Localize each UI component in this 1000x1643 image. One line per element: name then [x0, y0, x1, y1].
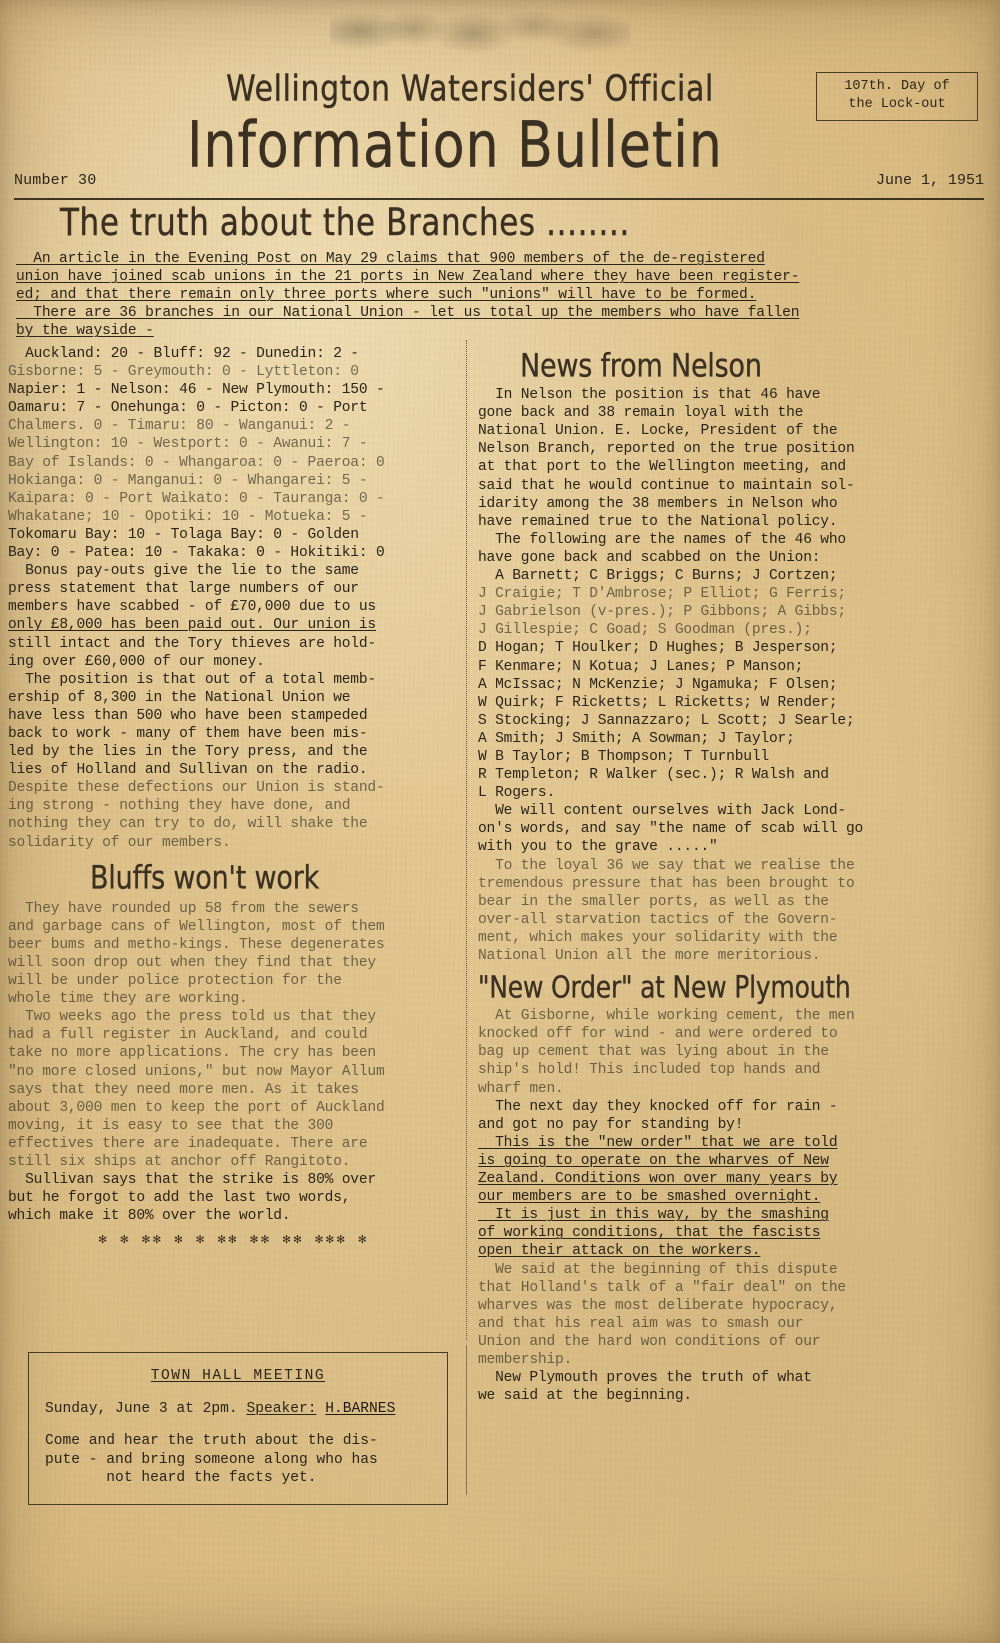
- lead-line: There are 36 branches in our National Union - let us total up the members who have fallen: [16, 305, 800, 322]
- body-line: will be under police protection for the: [8, 973, 342, 990]
- new-plymouth-paragraph-2: [478, 1098, 968, 1134]
- nelson-section-heading: News from Nelson: [520, 347, 762, 385]
- town-hall-speaker-name: H.BARNES: [325, 1400, 396, 1417]
- body-line: At Gisborne, while working cement, the men: [478, 1008, 855, 1025]
- body-line: ing strong - nothing they have done, and: [8, 798, 351, 815]
- body-line: have remained true to the National policy.: [478, 513, 838, 530]
- body-line: not heard the facts yet.: [45, 1470, 317, 1487]
- town-hall-blurb: [45, 1432, 431, 1488]
- body-line: over-all starvation tactics of the Govern-: [478, 911, 838, 928]
- body-line: wharf men.: [478, 1080, 564, 1097]
- body-line: is going to operate on the wharves of New: [478, 1152, 829, 1169]
- body-line: pute - and bring someone along who has: [45, 1451, 378, 1468]
- body-line: which make it 80% over the world.: [8, 1208, 291, 1225]
- body-line: Union and the hard won conditions of our: [478, 1333, 821, 1350]
- body-line: and that his real aim was to smash our: [478, 1315, 804, 1332]
- masthead-title-line1: Wellington Watersiders' Official: [226, 68, 714, 111]
- name-line: S Stocking; J Sannazzaro; L Scott; J Searle;: [478, 712, 855, 729]
- name-line: R Templeton; R Walker (sec.); R Walsh and: [478, 767, 829, 784]
- body-line: "no more closed unions," but now Mayor Allum: [8, 1063, 385, 1080]
- name-line: L Rogers.: [478, 785, 556, 802]
- body-line: that Holland's talk of a "fair deal" on the: [478, 1279, 846, 1296]
- body-line: had a full register in Auckland, and could: [8, 1027, 368, 1044]
- town-hall-title-text: TOWN HALL MEETING: [150, 1368, 326, 1384]
- nelson-paragraph-1: [478, 386, 968, 531]
- body-line: only £8,000 has been paid out. Our union is: [8, 617, 376, 634]
- body-line: lies of Holland and Sullivan on the radio.: [8, 762, 368, 779]
- star-divider: ✻ ✻ ✻✻ ✻ ✻ ✻✻ ✻✻ ✻✻ ✻✻✻ ✻: [98, 1232, 370, 1248]
- town-hall-title: [45, 1367, 431, 1386]
- body-line: idarity among the 38 members in Nelson who: [478, 495, 838, 512]
- body-line: and got no pay for standing by!: [478, 1116, 744, 1133]
- body-line: Zealand. Conditions won over many years by: [478, 1171, 838, 1188]
- body-line: have gone back and scabbed on the Union:: [478, 549, 821, 566]
- name-line: J Gabrielson (v-pres.); P Gibbons; A Gibbs;: [478, 604, 846, 621]
- branch-line: Napier: 1 - Nelson: 46 - New Plymouth: 150 -: [8, 382, 385, 399]
- body-line: and garbage cans of Wellington, most of them: [8, 918, 385, 935]
- branch-line: Bay: 0 - Patea: 10 - Takaka: 0 - Hokitiki: 0: [8, 545, 385, 562]
- body-line: tremendous pressure that has been brought to: [478, 875, 855, 892]
- body-line: press statement that large numbers of our: [8, 581, 359, 598]
- body-line: take no more applications. The cry has been: [8, 1045, 376, 1062]
- body-line: with you to the grave .....": [478, 839, 718, 856]
- lead-article-body: [16, 250, 938, 340]
- body-line: nothing they can try to do, will shake the: [8, 816, 368, 833]
- lockout-line2: the Lock-out: [848, 96, 946, 112]
- name-line: W Quirk; F Ricketts; L Ricketts; W Render;: [478, 694, 838, 711]
- body-line: We will content ourselves with Jack Lond-: [478, 803, 846, 820]
- left-column: [8, 345, 460, 1258]
- body-line: on's words, and say "the name of scab will go: [478, 821, 864, 838]
- body-line: Bonus pay-outs give the lie to the same: [8, 563, 359, 580]
- body-line: Nelson Branch, reported on the true position: [478, 441, 855, 458]
- name-line: A McIssac; N McKenzie; J Ngamuka; F Olsen;: [478, 676, 838, 693]
- name-line: W B Taylor; B Thompson; T Turnbull: [478, 748, 769, 765]
- body-line: Despite these defections our Union is stand-: [8, 780, 385, 797]
- lockout-day-box: [816, 72, 978, 121]
- town-hall-speaker-line: [45, 1400, 431, 1419]
- body-line: but he forgot to add the last two words,: [8, 1190, 351, 1207]
- new-plymouth-paragraph-3: [478, 1134, 968, 1206]
- body-line: still six ships at anchor off Rangitoto.: [8, 1154, 351, 1171]
- name-line: D Hogan; T Houlker; D Hughes; B Jesperson;: [478, 640, 838, 657]
- body-line: have less than 500 who have been stampeded: [8, 707, 368, 724]
- body-line: ing over £60,000 of our money.: [8, 653, 265, 670]
- branch-line: Tokomaru Bay: 10 - Tolaga Bay: 0 - Golden: [8, 526, 359, 543]
- bluffs-paragraph-1: [8, 900, 460, 1009]
- town-hall-meeting-box: [28, 1352, 448, 1505]
- body-line: will soon drop out when they find that they: [8, 955, 376, 971]
- body-line: our members are to be smashed overnight.: [478, 1189, 821, 1206]
- masthead-title-line2: Information Bulletin: [187, 109, 723, 183]
- branch-line: Bay of Islands: 0 - Whangaroa: 0 - Paeroa: 0: [8, 454, 385, 471]
- bluffs-section-heading: Bluffs won't work: [90, 859, 320, 897]
- name-line: A Smith; J Smith; A Sowman; J Taylor;: [478, 730, 795, 747]
- new-plymouth-paragraph-6: [478, 1369, 968, 1405]
- nelson-paragraph-3: [478, 802, 968, 856]
- body-line: solidarity of our members.: [8, 834, 231, 851]
- body-line: The next day they knocked off for rain -: [478, 1098, 838, 1115]
- body-line: bag up cement that was lying about in the: [478, 1044, 829, 1061]
- new-plymouth-paragraph-4: [478, 1206, 968, 1260]
- body-line: This is the "new order" that we are told: [478, 1134, 838, 1151]
- body-line: wharves was the most deliberate hypocracy,: [478, 1297, 838, 1314]
- column-divider-lower: [466, 1345, 467, 1495]
- lead-line: union have joined scab unions in the 21 ports in New Zealand where they have been register-: [16, 269, 800, 286]
- body-line: we said at the beginning.: [478, 1388, 692, 1405]
- lockout-line1: 107th. Day of: [844, 79, 950, 94]
- body-line: ership of 8,300 in the National Union we: [8, 689, 351, 706]
- branch-line: Hokianga: 0 - Manganui: 0 - Whangarei: 5 -: [8, 472, 368, 489]
- name-line: A Barnett; C Briggs; C Burns; J Cortzen;: [478, 568, 838, 585]
- body-line: at that port to the Wellington meeting, and: [478, 459, 846, 476]
- body-line: knocked off for wind - and were ordered to: [478, 1026, 838, 1043]
- body-line: moving, it is easy to see that the 300: [8, 1117, 334, 1134]
- body-line: open their attack on the workers.: [478, 1243, 761, 1260]
- name-line: J Gillespie; C Goad; S Goodman (pres.);: [478, 622, 812, 639]
- branch-line: Kaipara: 0 - Port Waikato: 0 - Tauranga: 0 -: [8, 490, 385, 507]
- nelson-paragraph-4: [478, 857, 968, 966]
- body-line: membership.: [478, 1351, 573, 1368]
- branch-line: Chalmers. 0 - Timaru: 80 - Wanganui: 2 -: [8, 418, 351, 435]
- bluffs-paragraph-2: [8, 1008, 460, 1171]
- body-line: says that they need more men. As it takes: [8, 1081, 359, 1098]
- masthead-rule: [14, 198, 984, 200]
- body-line: members have scabbed - of £70,000 due to us: [8, 599, 376, 616]
- body-line: whole time they are working.: [8, 991, 248, 1008]
- lead-line: by the wayside -: [16, 323, 154, 340]
- body-line: bear in the smaller ports, as well as the: [478, 893, 829, 910]
- branch-line: Oamaru: 7 - Onehunga: 0 - Picton: 0 - Port: [8, 400, 368, 417]
- body-line: said that he would continue to maintain sol-: [478, 477, 855, 494]
- bonus-payouts-paragraph: [8, 562, 460, 671]
- body-line: led by the lies in the Tory press, and the: [8, 744, 368, 761]
- new-plymouth-paragraph-1: [478, 1007, 968, 1097]
- body-line: ment, which makes your solidarity with the: [478, 929, 838, 946]
- new-plymouth-paragraph-5: [478, 1261, 968, 1370]
- body-line: of working conditions, that the fascists: [478, 1225, 821, 1242]
- body-line: New Plymouth proves the truth of what: [478, 1370, 812, 1387]
- body-line: Sullivan says that the strike is 80% over: [8, 1172, 376, 1189]
- body-line: back to work - many of them have been mis-: [8, 725, 368, 742]
- branch-line: Wellington: 10 - Westport: 0 - Awanui: 7 -: [8, 436, 368, 453]
- town-hall-datetime: Sunday, June 3 at 2pm.: [45, 1400, 247, 1417]
- branch-line: Auckland: 20 - Bluff: 92 - Dunedin: 2 -: [8, 346, 359, 362]
- issue-date: June 1, 1951: [875, 172, 984, 189]
- body-line: The position is that out of a total memb-: [8, 671, 376, 688]
- lead-line: ed; and that there remain only three ports where such "unions" will have to be formed.: [16, 287, 757, 304]
- issue-number: Number 30: [14, 172, 97, 189]
- body-line: beer bums and metho-kings. These degenerates: [8, 936, 385, 953]
- branch-line: Gisborne: 5 - Greymouth: 0 - Lyttleton: 0: [8, 364, 359, 381]
- town-hall-speaker-label: Speaker:: [246, 1400, 317, 1417]
- body-line: They have rounded up 58 from the sewers: [8, 900, 359, 917]
- body-line: effectives there are inadequate. There are: [8, 1135, 368, 1152]
- ink-smudge: [330, 8, 630, 54]
- name-line: J Craigie; T D'Ambrose; P Elliot; G Ferris;: [478, 586, 846, 603]
- body-line: about 3,000 men to keep the port of Auckland: [8, 1099, 385, 1116]
- body-line: We said at the beginning of this dispute: [478, 1261, 838, 1278]
- branch-line: Whakatane; 10 - Opotiki: 10 - Motueka: 5 -: [8, 508, 368, 525]
- nelson-paragraph-2: [478, 531, 968, 567]
- body-line: National Union all the more meritorious.: [478, 948, 821, 964]
- lead-line: An article in the Evening Post on May 29 claims that 900 members of the de-registered: [16, 251, 765, 267]
- body-line: Come and hear the truth about the dis-: [45, 1433, 378, 1450]
- name-line: F Kenmare; N Kotua; J Lanes; P Manson;: [478, 658, 804, 675]
- right-column: [478, 347, 968, 1405]
- body-line: still intact and the Tory thieves are hold-: [8, 635, 376, 652]
- scab-name-list: [478, 567, 968, 802]
- body-line: It is just in this way, by the smashing: [478, 1207, 829, 1224]
- body-line: In Nelson the position is that 46 have: [478, 387, 821, 404]
- body-line: National Union. E. Locke, President of the: [478, 423, 838, 440]
- lead-article-title: The truth about the Branches ........: [60, 201, 630, 245]
- body-line: To the loyal 36 we say that we realise the: [478, 857, 855, 874]
- position-paragraph: [8, 671, 460, 852]
- new-plymouth-section-heading: "New Order" at New Plymouth: [478, 970, 851, 1005]
- body-line: The following are the names of the 46 who: [478, 531, 846, 548]
- body-line: Two weeks ago the press told us that they: [8, 1009, 376, 1026]
- body-line: ship's hold! This included top hands and: [478, 1062, 821, 1079]
- branch-list: [8, 345, 460, 562]
- body-line: gone back and 38 remain loyal with the: [478, 405, 804, 422]
- bluffs-paragraph-3: [8, 1171, 460, 1225]
- column-divider: [466, 340, 467, 1340]
